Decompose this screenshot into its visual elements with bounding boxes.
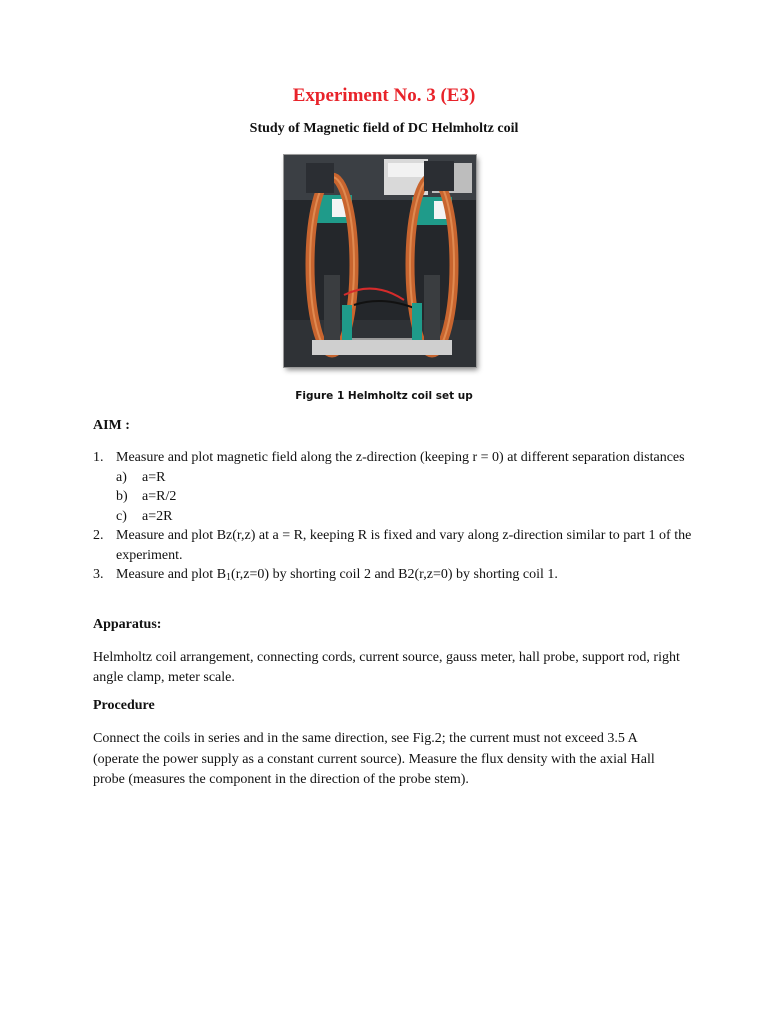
aim-subitem-text: a=2R [142, 508, 173, 524]
aim-subitem-text: a=R [142, 469, 166, 485]
aim-item-1 [93, 448, 693, 526]
aim-item-number: 3. [93, 567, 104, 582]
helmholtz-coil-photo [284, 155, 476, 367]
aim-item-number: 1. [93, 450, 104, 465]
procedure-heading: Procedure [93, 698, 155, 713]
aim-list [93, 448, 693, 588]
figure-caption: Figure 1 Helmholtz coil set up [295, 390, 473, 402]
aim-item-text: Measure and plot magnetic field along the z-direction (keeping r = 0) at different separation distances [116, 450, 685, 465]
aim-subitem-label: b) [116, 489, 128, 504]
aim-item-text-before: Measure and plot B [116, 567, 227, 582]
aim-item-text-after: (r,z=0) by shorting coil 2 and B2(r,z=0) by shorting coil 1. [231, 567, 558, 582]
aim-subitem-b [116, 487, 693, 507]
aim-item-number: 2. [93, 528, 104, 543]
apparatus-text: Helmholtz coil arrangement, connecting cords, current source, gauss meter, hall probe, support rod, right angle clamp, meter scale. [93, 650, 680, 685]
procedure-text: Connect the coils in series and in the same direction, see Fig.2; the current must not exceed 3.5 A (operate the power supply as a constant current source). Measure the flux density with the axial Hall probe (measures the component in the direction of the probe stem). [93, 731, 655, 787]
aim-item-text: Measure and plot Bz(r,z) at a = R, keeping R is fixed and vary along z-direction similar to part 1 of the experiment. [116, 528, 692, 563]
page-title: Experiment No. 3 (E3) [292, 85, 476, 106]
aim-subitem-label: c) [116, 508, 127, 524]
apparatus-heading: Apparatus: [93, 617, 162, 632]
aim-item-subscript: 1 [226, 572, 232, 583]
aim-sublist [116, 468, 693, 527]
aim-subitem-a [116, 468, 693, 488]
aim-item-3 [93, 565, 693, 588]
aim-subitem-label: a) [116, 469, 127, 485]
page-subtitle: Study of Magnetic field of DC Helmholtz coil [249, 121, 519, 136]
aim-subitem-c [116, 507, 693, 527]
aim-heading: AIM : [93, 418, 130, 433]
aim-subitem-text: a=R/2 [142, 489, 177, 504]
aim-item-2 [93, 526, 693, 565]
